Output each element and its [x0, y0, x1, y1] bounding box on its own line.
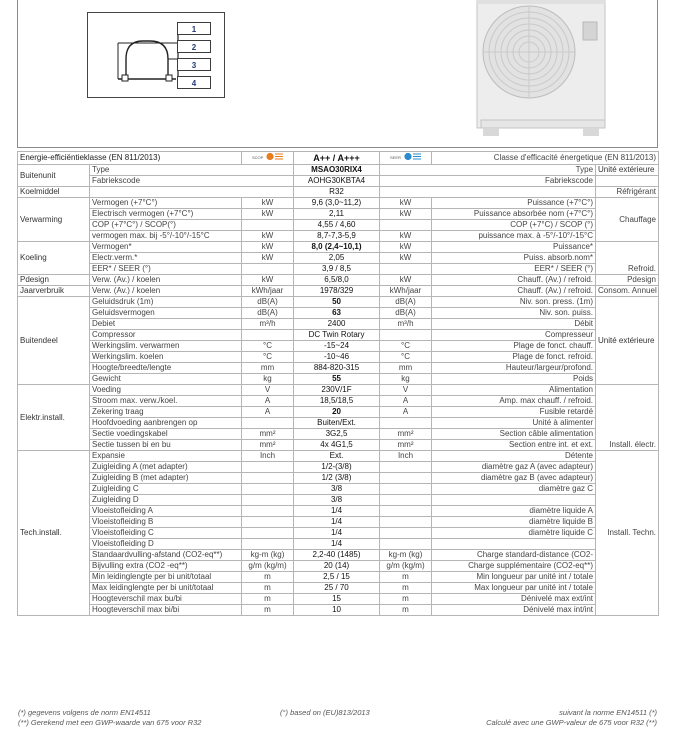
row-label-nl: Vloeistofleiding B [90, 517, 242, 528]
row-label-nl: Zuigleiding D [90, 495, 242, 506]
row-value: 55 [294, 374, 380, 385]
energy-label-logo-icon [390, 152, 422, 161]
row-label-nl: Hoogteverschil max bi/bi [90, 605, 242, 616]
row-label-nl: Geluidsdruk (1m) [90, 297, 242, 308]
row-unit: kg [380, 374, 432, 385]
row-unit: m [242, 605, 294, 616]
row-unit: kW [242, 275, 294, 286]
row-label-fr: Puissance (+7°C°) [432, 198, 596, 209]
row-unit: V [242, 385, 294, 396]
table-row [18, 429, 659, 440]
row-label-nl: Type [90, 165, 294, 176]
row-label-fr: Puissance* [432, 242, 596, 253]
row-unit: kW [380, 253, 432, 264]
row-label-fr: Section entre int. et ext. [432, 440, 596, 451]
row-unit: kg-m (kg) [380, 550, 432, 561]
row-value: 50 [294, 297, 380, 308]
table-row [18, 506, 659, 517]
row-value: 2,11 [294, 209, 380, 220]
row-value: 20 (14) [294, 561, 380, 572]
row-value: 25 / 70 [294, 583, 380, 594]
row-unit: kW [380, 198, 432, 209]
row-label-nl: Hoofdvoeding aanbrengen op [90, 418, 242, 429]
row-value: 10 [294, 605, 380, 616]
row-label-nl: Min leidinglengte per bi unit/totaal [90, 572, 242, 583]
group-jaarverbruik: Jaarverbruik [18, 286, 90, 297]
row-unit: m [380, 605, 432, 616]
table-row [18, 363, 659, 374]
row-unit: mm [380, 363, 432, 374]
group-elektr: Elektr.install. [18, 385, 90, 451]
table-row [18, 165, 659, 176]
row-label-fr: Hauteur/largeur/profond. [432, 363, 596, 374]
row-label-fr: Puissance absorbée nom (+7°C°) [432, 209, 596, 220]
row-label-nl: Werkingslim. verwarmen [90, 341, 242, 352]
table-row [18, 539, 659, 550]
row-label-fr: Dénivelé max int/int [432, 605, 596, 616]
row-label-nl: Hoogte/breedte/lengte [90, 363, 242, 374]
table-row [18, 242, 659, 253]
row-value: 1/4 [294, 506, 380, 517]
row-label-nl: Stroom max. verw./koel. [90, 396, 242, 407]
row-label-nl: Electrisch vermogen (+7°C°) [90, 209, 242, 220]
row-unit: °C [242, 352, 294, 363]
row-label-nl: Debiet [90, 319, 242, 330]
table-row [18, 528, 659, 539]
row-label-fr: diamètre gaz C [432, 484, 596, 495]
row-label-nl: Voeding [90, 385, 242, 396]
row-unit: °C [380, 352, 432, 363]
table-row [18, 583, 659, 594]
footnote-right-2: Calculé avec une GWP-valeur de 675 voor R32 (**) [486, 718, 657, 727]
table-row [18, 220, 659, 231]
row-label-fr: diamètre gaz A (avec adapteur) [432, 462, 596, 473]
row-value: 2,2-40 (1485) [294, 550, 380, 561]
outdoor-unit-photo [473, 0, 615, 138]
row-unit: mm² [380, 429, 432, 440]
row-label-fr: Fabriekscode [380, 176, 596, 187]
row-unit: kWh/jaar [380, 286, 432, 297]
row-unit: mm² [242, 429, 294, 440]
row-label-fr: diamètre liquide A [432, 506, 596, 517]
table-row [18, 198, 659, 209]
row-unit: mm [242, 363, 294, 374]
row-value: 884-820-315 [294, 363, 380, 374]
row-label-nl: Sectie tussen bi en bu [90, 440, 242, 451]
row-label-fr: Section câble alimentation [432, 429, 596, 440]
row-unit: A [380, 407, 432, 418]
row-unit: m [380, 594, 432, 605]
footnote-mid: (°) based on (EU)813/2013 [280, 708, 370, 717]
energy-label-fr: Classe d'efficacité énergetique (EN 811/2013) [432, 152, 659, 165]
row-label-fr: Fusible retardé [432, 407, 596, 418]
row-value: 1/4 [294, 539, 380, 550]
row-label-fr: Niv. son. press. (1m) [432, 297, 596, 308]
row-unit: m³/h [380, 319, 432, 330]
row-unit: Inch [380, 451, 432, 462]
row-label-nl: Zuigleiding C [90, 484, 242, 495]
table-row [18, 308, 659, 319]
row-unit: kW [242, 242, 294, 253]
row-label-fr: diamètre liquide B [432, 517, 596, 528]
table-row [18, 330, 659, 341]
footnote-right [486, 708, 657, 728]
row-label-fr: Charge standard-distance (CO2- [432, 550, 596, 561]
energy-label-nl: Energie-efficiëntieklasse (EN 811/2013) [18, 152, 242, 165]
table-row [18, 418, 659, 429]
diagram-label-2: 2 [177, 40, 211, 53]
row-label-fr: Débit [432, 319, 596, 330]
row-label-fr: Plage de fonct. refroid. [432, 352, 596, 363]
table-row [18, 605, 659, 616]
table-row [18, 286, 659, 297]
group-koelmiddel: Koelmiddel [18, 187, 90, 198]
table-row [18, 264, 659, 275]
spec-table [17, 151, 659, 616]
row-label-fr: COP (+7°C) / SCOP (°) [432, 220, 596, 231]
row-unit: g/m (kg/m) [380, 561, 432, 572]
energy-class-value: A++ / A+++ [294, 152, 380, 165]
row-label-nl: Hoogteverschil max bu/bi [90, 594, 242, 605]
row-label-nl: Vloeistofleiding D [90, 539, 242, 550]
row-value: 2,5 / 15 [294, 572, 380, 583]
row-value: 1/2 (3/8) [294, 473, 380, 484]
row-unit: m [242, 572, 294, 583]
row-label-fr: Amp. max chauff. / refroid. [432, 396, 596, 407]
table-row [18, 352, 659, 363]
row-label-fr: puissance max. à -5°/-10°/-15°C [432, 231, 596, 242]
row-value: Buiten/Ext. [294, 418, 380, 429]
row-label-fr: Unité à alimenter [432, 418, 596, 429]
svg-text:SEER: SEER [389, 155, 401, 160]
row-label-nl: Electr.verm.* [90, 253, 242, 264]
row-label-fr: Poids [432, 374, 596, 385]
table-row [18, 572, 659, 583]
row-unit: g/m (kg/m) [242, 561, 294, 572]
row-label-nl: Expansie [90, 451, 242, 462]
row-label-nl: Vermogen (+7°C°) [90, 198, 242, 209]
table-row [18, 396, 659, 407]
row-unit: mm² [380, 440, 432, 451]
row-label-fr: Détente [432, 451, 596, 462]
row-unit: kW [380, 231, 432, 242]
row-unit: dB(A) [242, 297, 294, 308]
row-label-nl: Verw. (Av.) / koelen [90, 275, 242, 286]
row-label-nl: Zekering traag [90, 407, 242, 418]
table-row [18, 275, 659, 286]
row-value: 1/4 [294, 517, 380, 528]
energy-logo-scop [242, 152, 294, 165]
row-value: AOHG30KBTA4 [294, 176, 380, 187]
row-label-fr: Chauff. (Av.) / refroid. [432, 286, 596, 297]
row-value: 9,6 (3,0~11,2) [294, 198, 380, 209]
row-value: 1/4 [294, 528, 380, 539]
row-label-fr: Min longueur par unité int / totale [432, 572, 596, 583]
row-label-nl: Verw. (Av.) / koelen [90, 286, 242, 297]
row-unit: A [242, 396, 294, 407]
group-chauffage: Chauffage [596, 198, 659, 242]
row-value: 8,7-7,3-5,9 [294, 231, 380, 242]
diagram-label-3: 3 [177, 58, 211, 71]
row-label-nl: Vermogen* [90, 242, 242, 253]
row-value: 6,5/8,0 [294, 275, 380, 286]
table-row [18, 374, 659, 385]
row-label-nl: Gewicht [90, 374, 242, 385]
row-unit: A [242, 407, 294, 418]
row-unit: dB(A) [242, 308, 294, 319]
row-label-nl: Bijvulling extra (CO2 -eq**) [90, 561, 242, 572]
row-label-fr: Chauff. (Av.) / refroid. [432, 275, 596, 286]
row-unit: dB(A) [380, 308, 432, 319]
diagram-label-1: 1 [177, 22, 211, 35]
row-unit: kW [380, 209, 432, 220]
row-label-fr: diamètre liquide C [432, 528, 596, 539]
group-unite-ext: Unité extérieure [596, 165, 659, 176]
row-label-fr: diamètre gaz B (avec adapteur) [432, 473, 596, 484]
row-unit: kW [242, 231, 294, 242]
group-install-tech: Install. Techn. [596, 451, 659, 616]
row-unit: dB(A) [380, 297, 432, 308]
row-label-fr: Puiss. absorb.nom* [432, 253, 596, 264]
row-value: 20 [294, 407, 380, 418]
group-tech: Tech.install. [18, 451, 90, 616]
table-row [18, 341, 659, 352]
table-row [18, 319, 659, 330]
row-value: 63 [294, 308, 380, 319]
footnote-left-2: (**) Gerekend met een GWP-waarde van 675 voor R32 [18, 718, 202, 727]
row-label-fr: Max longueur par unité int / totale [432, 583, 596, 594]
group-unite-ext-2: Unité extérieure [596, 297, 659, 385]
row-label-nl: Vloeistofleiding A [90, 506, 242, 517]
row-unit: kW [242, 253, 294, 264]
table-row [18, 385, 659, 396]
group-refrigerant: Réfrigérant [596, 187, 659, 198]
row-unit: m [380, 583, 432, 594]
row-value: 2400 [294, 319, 380, 330]
energy-label-logo-icon [252, 152, 284, 161]
row-value: DC Twin Rotary [294, 330, 380, 341]
row-label-fr: Compresseur [432, 330, 596, 341]
row-unit: kW [242, 209, 294, 220]
row-unit: m [242, 583, 294, 594]
table-row [18, 473, 659, 484]
row-label-fr: Charge supplémentaire (CO2-eq**) [432, 561, 596, 572]
row-unit: m [380, 572, 432, 583]
table-row [18, 462, 659, 473]
table-row [18, 484, 659, 495]
table-row [18, 440, 659, 451]
row-unit: mm² [242, 440, 294, 451]
energy-logo-seer [380, 152, 432, 165]
row-unit: A [380, 396, 432, 407]
group-buitenunit: Buitenunit [18, 165, 90, 187]
row-label-nl: Geluidsvermogen [90, 308, 242, 319]
table-row [18, 550, 659, 561]
row-unit: kW [380, 242, 432, 253]
row-unit: °C [380, 341, 432, 352]
table-row [18, 176, 659, 187]
row-value: 4x 4G1,5 [294, 440, 380, 451]
table-row [18, 495, 659, 506]
table-row [18, 209, 659, 220]
row-unit: Inch [242, 451, 294, 462]
row-value: MSAO30RIX4 [294, 165, 380, 176]
svg-text:SCOP: SCOP [251, 155, 263, 160]
row-unit: °C [242, 341, 294, 352]
row-value: 3,9 / 8,5 [294, 264, 380, 275]
row-label-nl: Zuigleiding A (met adapter) [90, 462, 242, 473]
row-unit: m [242, 594, 294, 605]
row-unit: m³/h [242, 319, 294, 330]
table-row [18, 231, 659, 242]
row-value: 3G2,5 [294, 429, 380, 440]
table-row [18, 297, 659, 308]
row-value: 4,55 / 4,60 [294, 220, 380, 231]
row-label-nl: Compressor [90, 330, 242, 341]
group-koeling: Koeling [18, 242, 90, 275]
group-refroid: Refroid. [596, 242, 659, 275]
group-pdesign-fr: Pdesign [596, 275, 659, 286]
group-install-elec: Install. électr. [596, 385, 659, 451]
row-label-fr: Type [380, 165, 596, 176]
row-label-nl: Sectie voedingskabel [90, 429, 242, 440]
row-unit: V [380, 385, 432, 396]
row-value: 3/8 [294, 484, 380, 495]
row-value: 230V/1F [294, 385, 380, 396]
row-unit: kW [380, 275, 432, 286]
row-label-nl: Fabriekscode [90, 176, 294, 187]
group-buitendeel: Buitendeel [18, 297, 90, 385]
row-value: 3/8 [294, 495, 380, 506]
row-label-nl: EER* / SEER (°) [90, 264, 242, 275]
table-row [18, 561, 659, 572]
row-label-fr: Niv. son. puiss. [432, 308, 596, 319]
row-value: -15~24 [294, 341, 380, 352]
row-value: 15 [294, 594, 380, 605]
row-value: 1978/329 [294, 286, 380, 297]
row-value: Ext. [294, 451, 380, 462]
diagram-label-4: 4 [177, 76, 211, 89]
row-value: 2,05 [294, 253, 380, 264]
row-unit: kW [242, 198, 294, 209]
row-value: R32 [294, 187, 380, 198]
group-verwarming: Verwarming [18, 198, 90, 242]
table-row [18, 187, 659, 198]
row-label-fr: Dénivelé max ext/int [432, 594, 596, 605]
group-pdesign: Pdesign [18, 275, 90, 286]
footnote-right-1: suivant la norme EN14511 (*) [559, 708, 657, 717]
table-row [18, 407, 659, 418]
group-consom: Consom. Annuel [596, 286, 659, 297]
row-value: 18,5/18,5 [294, 396, 380, 407]
table-row [18, 594, 659, 605]
row-value: -10~46 [294, 352, 380, 363]
row-label-nl: COP (+7°C°) / SCOP(°) [90, 220, 242, 231]
table-row [18, 517, 659, 528]
row-label-fr: Alimentation [432, 385, 596, 396]
row-unit: kWh/jaar [242, 286, 294, 297]
row-label-nl: Zuigleiding B (met adapter) [90, 473, 242, 484]
row-unit: kg [242, 374, 294, 385]
row-label-nl: Vloeistofleiding C [90, 528, 242, 539]
row-label-fr: EER* / SEER (°) [432, 264, 596, 275]
table-row [18, 451, 659, 462]
row-label-nl: Standaardvulling-afstand (CO2-eq**) [90, 550, 242, 561]
row-value: 8,0 (2,4~10,1) [294, 242, 380, 253]
table-row [18, 253, 659, 264]
footnote-left [18, 708, 201, 728]
row-label-nl: vermogen max. bij -5°/-10°/-15°C [90, 231, 242, 242]
row-label-nl: Max leidinglengte per bi unit/totaal [90, 583, 242, 594]
footnote-left-1: (*) gegevens volgens de norm EN14511 [18, 708, 151, 717]
row-value: 1/2-(3/8) [294, 462, 380, 473]
table-row [18, 152, 659, 165]
row-label-fr: Plage de fonct. chauff. [432, 341, 596, 352]
row-unit: kg-m (kg) [242, 550, 294, 561]
row-label-nl: Werkingslim. koelen [90, 352, 242, 363]
